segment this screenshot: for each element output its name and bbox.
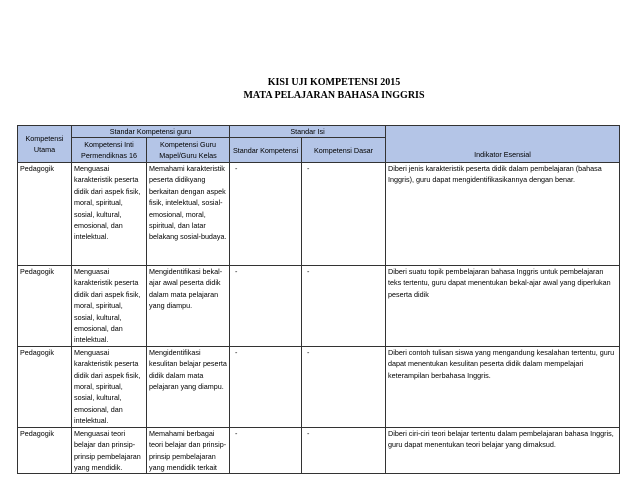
cell-kompetensi-guru: Memahami berbagai teori belajar dan prinsip-prinsip pembelajaran yang mendidik terkait — [147, 427, 230, 474]
cell-kompetensi-inti: Menguasai teori belajar dan prinsip-prinsip pembelajaran yang mendidik. — [72, 427, 147, 474]
cell-standar-kompetensi: - — [230, 346, 302, 427]
header-kompetensi-utama: Kompetensi Utama — [18, 126, 72, 163]
title-line-1: KISI UJI KOMPETENSI 2015 — [267, 77, 401, 88]
header-standar-kompetensi-guru: Standar Kompetensi guru — [72, 126, 230, 138]
cell-indikator-esensial: Diberi suatu topik pembelajaran bahasa Inggris untuk pembelajaran teks tertentu, guru dapat menentukan bekal-ajar awal yang diperlukan peserta didik — [386, 266, 620, 347]
cell-kompetensi-guru: Memahami karakteristik peserta didikyang berkaitan dengan aspek fisik, intelektual, sosial-emosional, moral, spiritual, dan latar belakang sosial-budaya. — [147, 163, 230, 266]
cell-standar-kompetensi: - — [230, 266, 302, 347]
cell-indikator-esensial: Diberi contoh tulisan siswa yang mengandung kesalahan tertentu, guru dapat menentukan kesulitan peserta didik dalam mempelajari keterampilan berbahasa Inggris. — [386, 346, 620, 427]
cell-kompetensi-inti: Menguasai karakteristik peserta didik dari aspek fisik, moral, spiritual, sosial, kultural, emosional, dan intelektual. — [72, 163, 147, 266]
header-standar-isi: Standar Isi — [230, 126, 386, 138]
header-standar-kompetensi: Standar Kompetensi — [230, 138, 302, 163]
header-indikator-esensial: Indikator Esensial — [386, 126, 620, 163]
cell-indikator-esensial: Diberi jenis karakteristik peserta didik dalam pembelajaran (bahasa Inggris), guru dapat mengidentifikasikannya dengan benar. — [386, 163, 620, 266]
title-line-2: MATA PELAJARAN BAHASA INGGRIS — [243, 90, 425, 101]
cell-kompetensi-dasar: - — [302, 163, 386, 266]
cell-kompetensi-guru: Mengidentifikasi bekal-ajar awal peserta didik dalam mata pelajaran yang diampu. — [147, 266, 230, 347]
header-kompetensi-inti: Kompetensi Inti Permendiknas 16 — [72, 138, 147, 163]
kisi-table — [17, 125, 620, 474]
table-row — [18, 266, 620, 347]
cell-standar-kompetensi: - — [230, 163, 302, 266]
header-kompetensi-dasar: Kompetensi Dasar — [302, 138, 386, 163]
table-row — [18, 427, 620, 474]
cell-indikator-esensial: Diberi ciri-ciri teori belajar tertentu dalam pembelajaran bahasa Inggris, guru dapat menentukan teori belajar yang dimaksud. — [386, 427, 620, 474]
cell-kompetensi-utama: Pedagogik — [18, 266, 72, 347]
cell-standar-kompetensi: - — [230, 427, 302, 474]
header-kompetensi-guru: Kompetensi Guru Mapel/Guru Kelas — [147, 138, 230, 163]
table-row — [18, 346, 620, 427]
cell-kompetensi-dasar: - — [302, 266, 386, 347]
document-title — [0, 76, 638, 102]
cell-kompetensi-utama: Pedagogik — [18, 163, 72, 266]
cell-kompetensi-dasar: - — [302, 427, 386, 474]
cell-kompetensi-inti: Menguasai karakteristik peserta didik dari aspek fisik, moral, spiritual, sosial, kultural, emosional, dan intelektual. — [72, 266, 147, 347]
cell-kompetensi-dasar: - — [302, 346, 386, 427]
cell-kompetensi-inti: Menguasai karakteristik peserta didik dari aspek fisik, moral, spiritual, sosial, kultural, emosional, dan intelektual. — [72, 346, 147, 427]
cell-kompetensi-utama: Pedagogik — [18, 346, 72, 427]
table-row — [18, 163, 620, 266]
cell-kompetensi-guru: Mengidentifikasi kesulitan belajar peserta didik dalam mata pelajaran yang diampu. — [147, 346, 230, 427]
cell-kompetensi-utama: Pedagogik — [18, 427, 72, 474]
